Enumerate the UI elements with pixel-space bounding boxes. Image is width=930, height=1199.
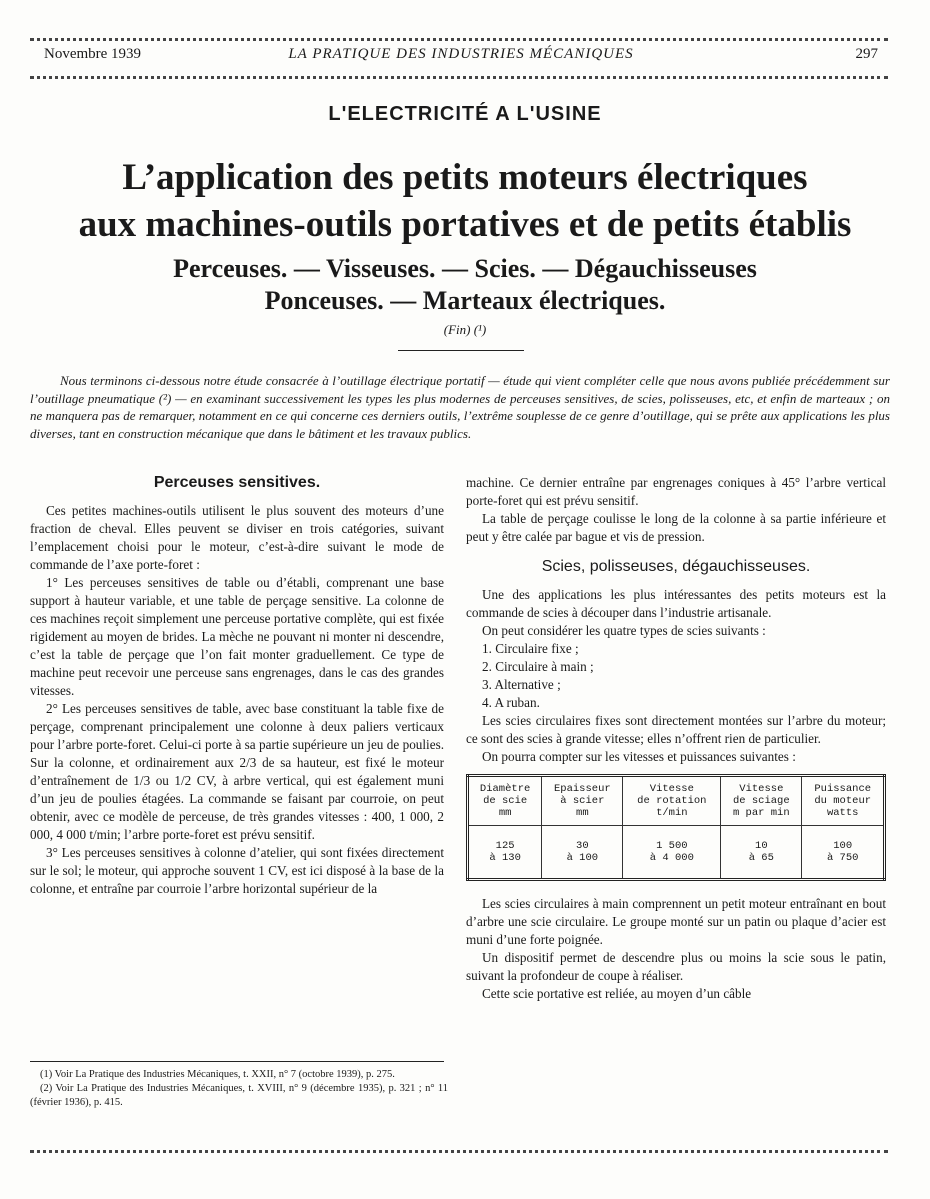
paragraph: Un dispositif permet de descendre plus ou moins la scie sous le patin, suivant la profondeur de coupe à réaliser. <box>466 950 886 983</box>
table-header-cell: Diamètre de scie mm <box>468 776 542 826</box>
table-header-cell: Epaisseur à scier mm <box>542 776 623 826</box>
list-item: 2. Circulaire à main ; <box>482 659 594 674</box>
journal-name: LA PRATIQUE DES INDUSTRIES MÉCANIQUES <box>288 46 634 62</box>
paragraph: Les scies circulaires fixes sont directement montées sur l’arbre du moteur; ce sont des scies à grande vitesse; elles n’offrent rien de particulier. <box>466 713 886 746</box>
paragraph: 2° Les perceuses sensitives de table, avec base constituant la table fixe de perçage, comprenant principalement une colonne à deux paliers verticaux pour l’arbre porte-foret. Celui-ci porte à sa partie supérieure un jeu de poulies. Sur la colonne, et ordinairement aux 2/3 de sa hauteur, est fixé le moteur d’entraînement de 1/3 ou 1/2 CV, à arbre vertical, qui est également muni d’un jeu de poulies étagées. La commande se faisant par courroie, on peut obtenir, avec ce modèle de perceuse, de très grandes vitesses : 400, 1 000, 2 000, 4 000 t/min; l’arbre porte-foret est prévu sensitif. <box>30 701 444 842</box>
header-top-rule <box>30 38 888 41</box>
paragraph: Une des applications les plus intéressantes des petits moteurs est la commande de scies à découper dans l’industrie artisanale. <box>466 587 886 620</box>
table-cell: 125 à 130 <box>468 826 542 880</box>
header-bottom-rule <box>30 76 888 79</box>
table-cell: 30 à 100 <box>542 826 623 880</box>
table-cell: 1 500 à 4 000 <box>623 826 721 880</box>
footer-rule <box>30 1150 888 1153</box>
table-row <box>468 826 885 880</box>
footnote: (1) Voir La Pratique des Industries Mécaniques, t. XXII, n° 7 (octobre 1939), p. 275. <box>40 1069 395 1080</box>
issue-date: Novembre 1939 <box>44 46 142 62</box>
running-header <box>44 46 878 66</box>
section-heading-scies: Scies, polisseuses, dégauchisseuses. <box>541 558 811 575</box>
paragraph: 3° Les perceuses sensitives à colonne d’atelier, qui sont fixées directement sur le sol; le moteur, qui approche souvent 1 CV, est ici disposé à la base de la colonne, et entraîne par courroie l’arbre horizontal supérieur de la <box>30 845 444 896</box>
section-label: L'ELECTRICITÉ A L'USINE <box>328 103 602 125</box>
paragraph: machine. Ce dernier entraîne par engrenages coniques à 45° l’arbre vertical porte-foret qui est prévu sensitif. <box>466 475 886 508</box>
paragraph: Cette scie portative est reliée, au moyen d’un câble <box>482 986 752 1001</box>
table-header-cell: Vitesse de rotation t/min <box>623 776 721 826</box>
paragraph: On pourra compter sur les vitesses et puissances suivantes : <box>482 749 796 764</box>
list-item: 1. Circulaire fixe ; <box>482 641 579 656</box>
page-number: 297 <box>855 46 878 62</box>
section-heading-perceuses: Perceuses sensitives. <box>153 474 321 491</box>
paragraph: On peut considérer les quatre types de scies suivants : <box>482 623 766 638</box>
saw-types-list <box>466 640 886 712</box>
table-header-cell: Vitesse de sciage m par min <box>721 776 802 826</box>
paragraph: 1° Les perceuses sensitives de table ou d’établi, comprenant une base support à hauteur variable, et une table de perçage sensitive. La colonne de ces machines reçoit simplement une perceuse portative complète, qui est fixée rigidement au moyen de brides. La mèche ne pouvant ni monter ni descendre, c’est la table de perçage que l’on fait monter graduellement. Ce type de machine peut recevoir une perceuse sans engrenages, dans le cas des grandes vitesses. <box>30 575 444 698</box>
article-title-line-1: L’application des petits moteurs électriques <box>122 157 808 198</box>
paragraph: La table de perçage coulisse le long de la colonne à sa partie inférieure et peut y être calée par bague et vis de pression. <box>466 511 886 544</box>
saw-speed-table <box>466 774 886 881</box>
table-header-row <box>468 776 885 826</box>
right-column <box>466 474 886 1003</box>
article-intro: Nous terminons ci-dessous notre étude consacrée à l’outillage électrique portatif — étude qui vient compléter celle que nous avons publiée précédemment sur l’outillage pneumatique (²) — en examinant successivement les types les plus modernes de perceuses sensitives, de scies, polisseuses, etc, et enfin de marteaux ; on ne manquera pas de remarquer, notamment en ce qui concerne ces derniers outils, l’extrême souplesse de ce genre d’outillage, qui se prête aux applications les plus diverses, tant en construction mécanique que dans le bâtiment et les travaux publics. <box>30 373 890 441</box>
footnote-rule <box>30 1061 444 1062</box>
table-cell: 100 à 750 <box>802 826 885 880</box>
title-rule <box>398 350 524 351</box>
article-title-line-2: aux machines-outils portatives et de petits établis <box>78 204 852 245</box>
footnote: (2) Voir La Pratique des Industries Mécaniques, t. XVIII, n° 9 (décembre 1935), p. 321 ; n° 11 (février 1936), p. 415. <box>30 1083 448 1108</box>
article-subtitle-line-2: Ponceuses. — Marteaux électriques. <box>264 286 666 315</box>
table-cell: 10 à 65 <box>721 826 802 880</box>
list-item: 4. A ruban. <box>482 695 540 710</box>
article-subtitle-line-1: Perceuses. — Visseuses. — Scies. — Dégauchisseuses <box>173 254 757 283</box>
list-item: 3. Alternative ; <box>482 677 561 692</box>
footnotes <box>30 1068 448 1110</box>
paragraph: Ces petites machines-outils utilisent le plus souvent des moteurs d’une fraction de cheval. Elles peuvent se diviser en trois catégories, suivant l’emplacement choisi pour le moteur, c’est-à-dire suivant le mode de commande de l’axe porte-foret : <box>30 503 444 572</box>
paragraph: Les scies circulaires à main comprennent un petit moteur entraînant en bout d’arbre une scie circulaire. Le groupe monté sur un patin ou plaque d’acier est muni d’une forte poignée. <box>466 896 886 947</box>
fin-note: (Fin) (¹) <box>443 322 487 337</box>
left-column <box>30 474 444 898</box>
table-header-cell: Puissance du moteur watts <box>802 776 885 826</box>
